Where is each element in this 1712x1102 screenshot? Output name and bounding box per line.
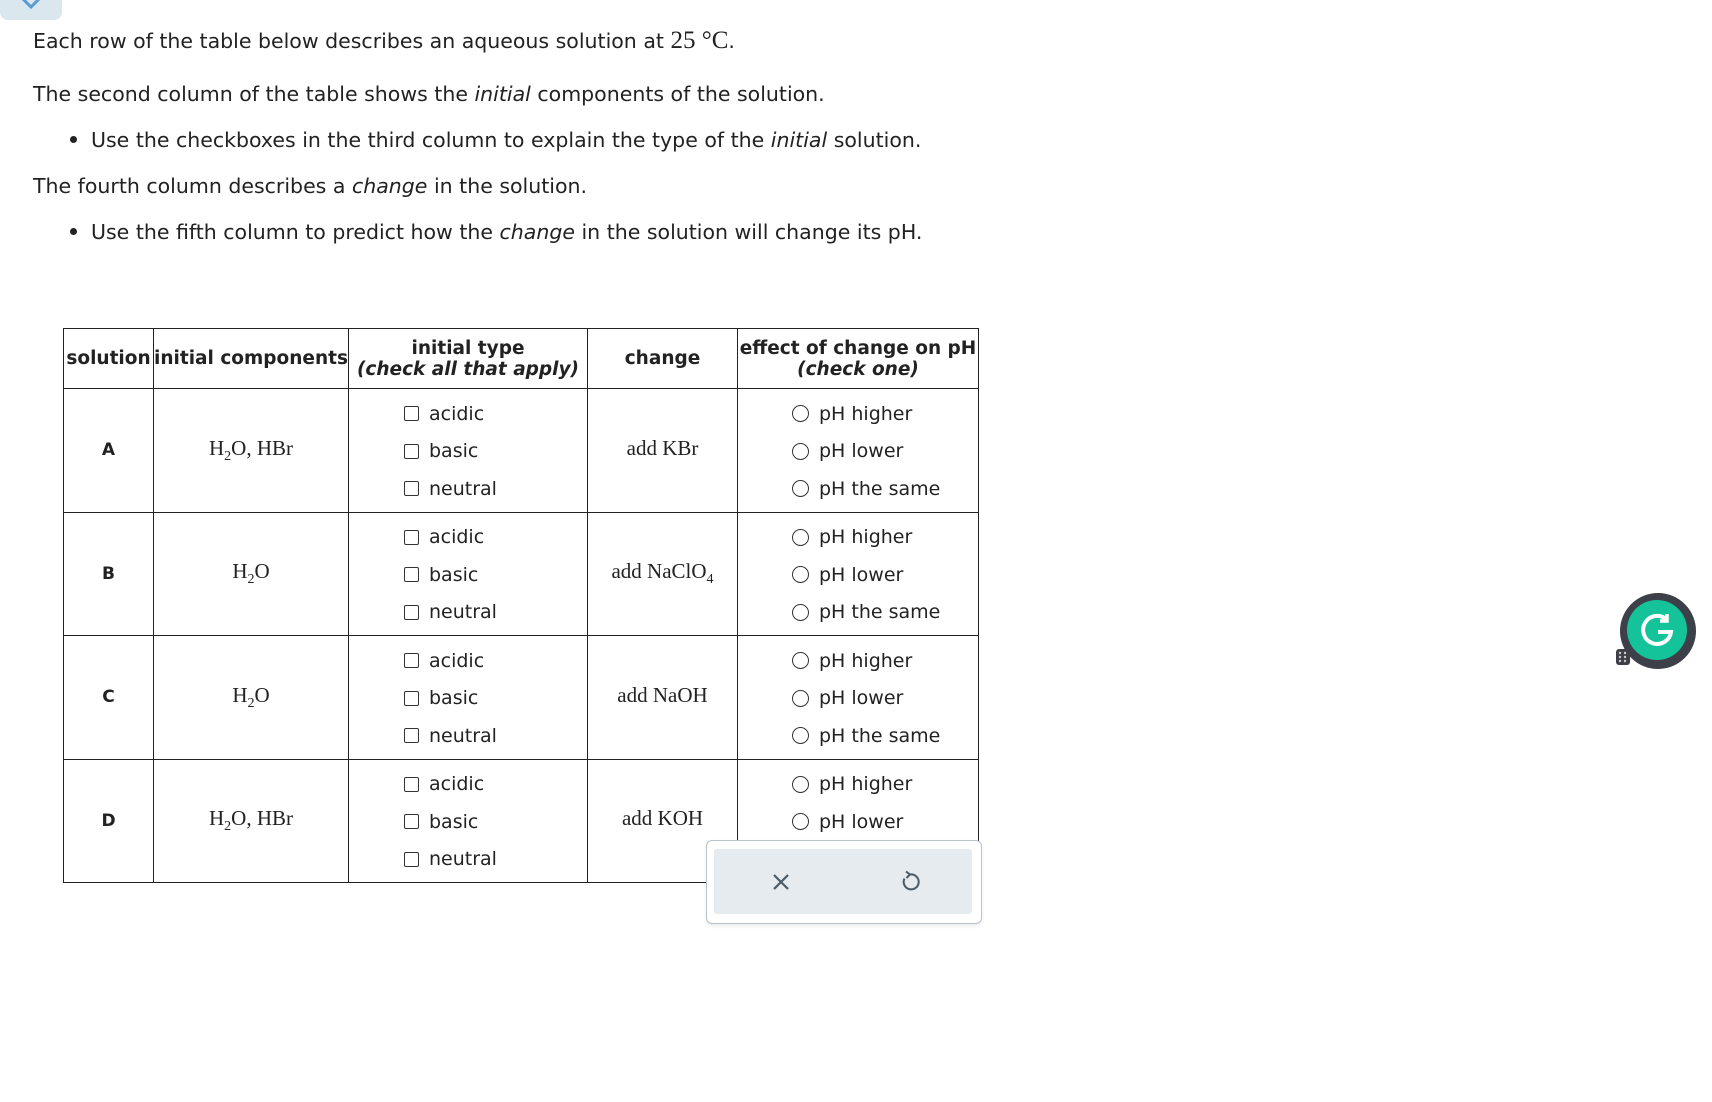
header-change: change — [588, 329, 738, 389]
radio-button[interactable] — [792, 776, 809, 793]
clear-button[interactable] — [768, 869, 794, 895]
checkbox[interactable] — [404, 691, 419, 706]
intro-line-2: The second column of the table shows the initial components of the solution. — [33, 82, 825, 106]
header-initial-type: initial type (check all that apply) — [349, 329, 588, 389]
grammarly-widget[interactable] — [1620, 593, 1696, 669]
checkbox-label: basic — [429, 810, 479, 833]
checkbox-label: acidic — [429, 649, 485, 672]
radio-button[interactable] — [792, 652, 809, 669]
table-row — [64, 636, 979, 760]
checkbox-option[interactable] — [349, 594, 587, 632]
radio-label: pH the same — [819, 477, 941, 500]
change-cell: add KBr — [588, 389, 738, 513]
initial-components: $H_2O$ — [154, 636, 349, 760]
solution-label: D — [64, 759, 154, 883]
radio-option[interactable] — [738, 556, 978, 594]
checkbox-option[interactable] — [349, 433, 587, 471]
temperature: 25 °C — [670, 27, 729, 54]
header-effect: effect of change on pH (check one) — [738, 329, 979, 389]
checkbox-label: neutral — [429, 724, 497, 747]
radio-option[interactable] — [738, 470, 978, 508]
radio-option[interactable] — [738, 803, 978, 841]
action-bar-inner — [714, 849, 972, 914]
checkbox[interactable] — [404, 653, 419, 668]
checkbox-label: neutral — [429, 601, 497, 624]
initial-type-cell — [349, 512, 588, 636]
checkbox-option[interactable] — [349, 841, 587, 879]
solutions-table — [63, 328, 979, 883]
table-header-row — [64, 329, 979, 389]
radio-option[interactable] — [738, 717, 978, 755]
checkbox[interactable] — [404, 481, 419, 496]
initial-type-cell — [349, 636, 588, 760]
checkbox-option[interactable] — [349, 680, 587, 718]
checkbox-label: acidic — [429, 773, 485, 796]
checkbox-option[interactable] — [349, 556, 587, 594]
radio-button[interactable] — [792, 727, 809, 744]
radio-button[interactable] — [792, 604, 809, 621]
effect-cell — [738, 636, 979, 760]
effect-cell — [738, 389, 979, 513]
change-cell: add NaClO$_4$ — [588, 512, 738, 636]
initial-components: $H_2O$, HBr — [154, 759, 349, 883]
checkbox[interactable] — [404, 406, 419, 421]
checkbox[interactable] — [404, 728, 419, 743]
checkbox-option[interactable] — [349, 470, 587, 508]
checkbox-label: acidic — [429, 526, 485, 549]
radio-button[interactable] — [792, 405, 809, 422]
checkbox[interactable] — [404, 605, 419, 620]
checkbox-label: neutral — [429, 477, 497, 500]
radio-label: pH higher — [819, 649, 913, 672]
initial-components: $H_2O$, HBr — [154, 389, 349, 513]
instruction-bullet-1: Use the checkboxes in the third column to explain the type of the initial solution. — [70, 128, 921, 152]
radio-label: pH lower — [819, 810, 904, 833]
checkbox-option[interactable] — [349, 803, 587, 841]
undo-button[interactable] — [897, 869, 923, 895]
instruction-bullet-2: Use the fifth column to predict how the change in the solution will change its pH. — [70, 220, 922, 244]
radio-button[interactable] — [792, 813, 809, 830]
answer-action-bar — [706, 840, 982, 924]
table-row — [64, 389, 979, 513]
solution-label: C — [64, 636, 154, 760]
header-initial-components: initial components — [154, 329, 349, 389]
radio-label: pH higher — [819, 526, 913, 549]
x-icon — [768, 869, 794, 895]
radio-label: pH higher — [819, 402, 913, 425]
radio-label: pH lower — [819, 687, 904, 710]
initial-type-cell — [349, 389, 588, 513]
radio-button[interactable] — [792, 443, 809, 460]
radio-label: pH lower — [819, 563, 904, 586]
initial-components: $H_2O$ — [154, 512, 349, 636]
checkbox[interactable] — [404, 530, 419, 545]
radio-button[interactable] — [792, 529, 809, 546]
checkbox[interactable] — [404, 567, 419, 582]
radio-label: pH lower — [819, 440, 904, 463]
checkbox-label: acidic — [429, 402, 485, 425]
checkbox[interactable] — [404, 814, 419, 829]
intro-line-1: Each row of the table below describes an aqueous solution at 25 °C. — [33, 27, 735, 54]
header-solution: solution — [64, 329, 154, 389]
effect-cell — [738, 512, 979, 636]
solution-label: A — [64, 389, 154, 513]
radio-option[interactable] — [738, 766, 978, 804]
table-row — [64, 512, 979, 636]
checkbox-label: basic — [429, 563, 479, 586]
radio-option[interactable] — [738, 594, 978, 632]
checkbox[interactable] — [404, 852, 419, 867]
chevron-down-icon — [18, 0, 44, 12]
radio-button[interactable] — [792, 690, 809, 707]
checkbox-label: basic — [429, 687, 479, 710]
checkbox-option[interactable] — [349, 717, 587, 755]
radio-option[interactable] — [738, 395, 978, 433]
intro-line-3: The fourth column describes a change in the solution. — [33, 174, 588, 198]
checkbox-label: neutral — [429, 848, 497, 871]
radio-option[interactable] — [738, 680, 978, 718]
initial-type-cell — [349, 759, 588, 883]
change-cell: add KOH — [588, 759, 738, 883]
change-cell: add NaOH — [588, 636, 738, 760]
checkbox-option[interactable] — [349, 395, 587, 433]
checkbox-label: basic — [429, 440, 479, 463]
checkbox-option[interactable] — [349, 766, 587, 804]
radio-label: pH higher — [819, 773, 913, 796]
radio-option[interactable] — [738, 642, 978, 680]
radio-label: pH the same — [819, 724, 941, 747]
checkbox-option[interactable] — [349, 519, 587, 557]
undo-icon — [897, 869, 923, 895]
radio-label: pH the same — [819, 601, 941, 624]
grammarly-g-icon — [1637, 610, 1677, 650]
collapse-tab[interactable] — [0, 0, 62, 20]
radio-option[interactable] — [738, 519, 978, 557]
checkbox-option[interactable] — [349, 642, 587, 680]
checkbox[interactable] — [404, 777, 419, 792]
checkbox[interactable] — [404, 444, 419, 459]
drag-handle-icon[interactable] — [1616, 649, 1630, 665]
solution-label: B — [64, 512, 154, 636]
radio-button[interactable] — [792, 566, 809, 583]
radio-button[interactable] — [792, 480, 809, 497]
radio-option[interactable] — [738, 433, 978, 471]
